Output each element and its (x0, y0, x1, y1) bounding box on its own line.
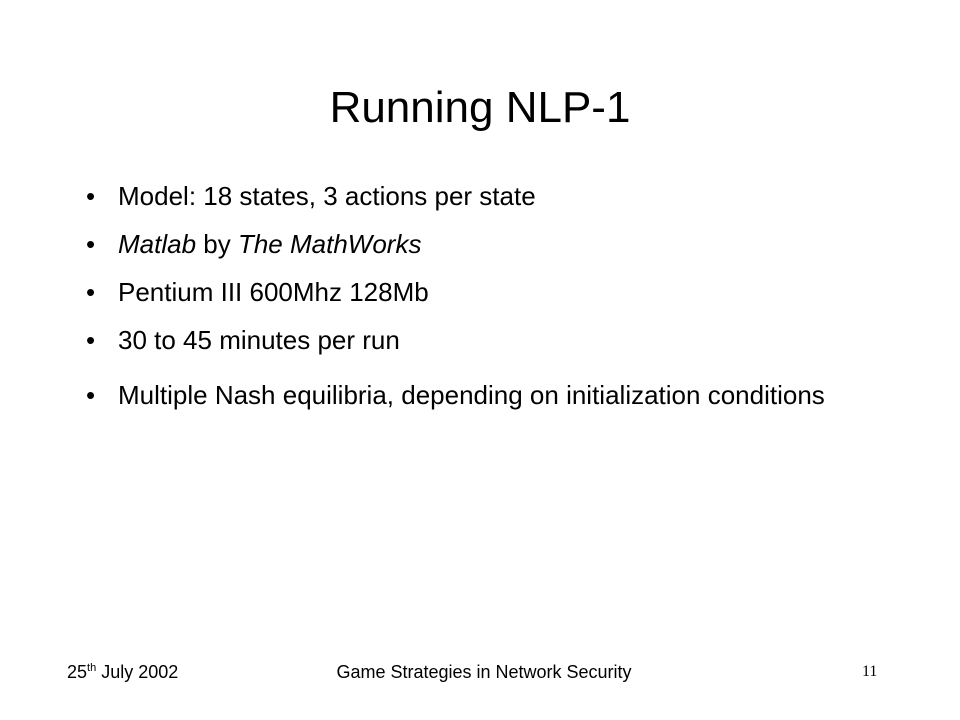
bullet-text: Pentium III 600Mhz 128Mb (118, 277, 429, 307)
footer-date-rest: July 2002 (96, 662, 179, 682)
bullet-icon: • (86, 325, 96, 355)
page-number: 11 (862, 663, 878, 680)
bullet-item-nash (86, 379, 886, 412)
bullet-item-model (86, 180, 886, 213)
slide-title: Running NLP-1 (329, 83, 631, 132)
bullet-icon: • (86, 181, 96, 211)
bullet-text-mathworks: The MathWorks (237, 229, 422, 259)
footer-date-day: 25 (67, 662, 88, 682)
footer-date-suffix: th (87, 662, 97, 674)
bullet-text: 30 to 45 minutes per run (118, 325, 400, 355)
bullet-icon: • (86, 380, 96, 410)
bullet-text: Multiple Nash equilibria, depending on initialization conditions (118, 380, 825, 410)
bullet-text-by: by (196, 229, 238, 259)
bullet-list (86, 180, 886, 427)
bullet-text: Model: 18 states, 3 actions per state (118, 181, 536, 211)
bullet-item-matlab (86, 228, 886, 261)
bullet-item-pentium (86, 276, 886, 309)
bullet-icon: • (86, 277, 96, 307)
footer-title: Game Strategies in Network Security (336, 662, 632, 682)
bullet-text-matlab: Matlab (118, 229, 197, 259)
bullet-item-minutes (86, 324, 886, 357)
bullet-icon: • (86, 229, 96, 259)
